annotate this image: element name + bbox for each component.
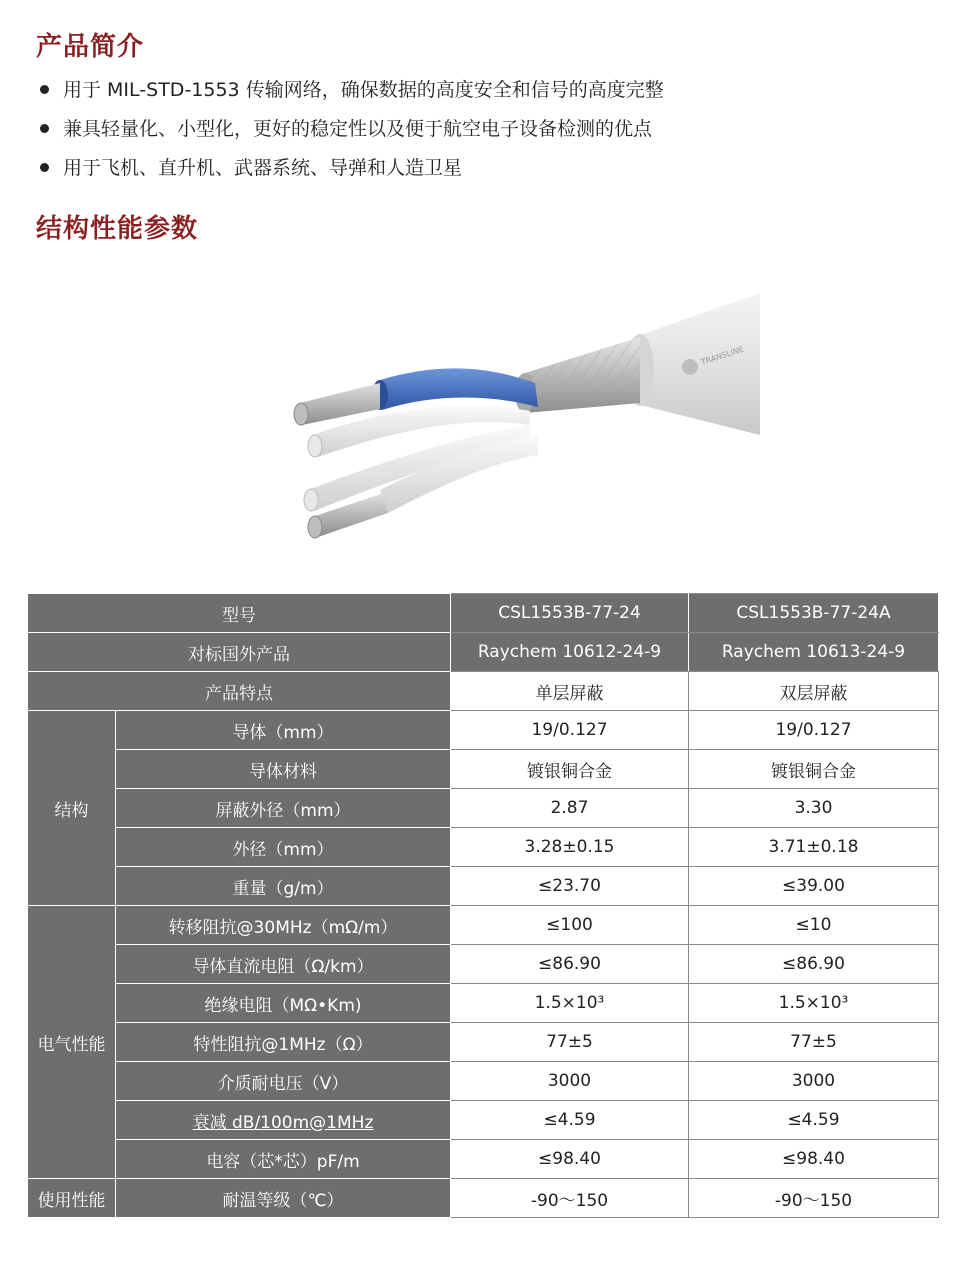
- table-row: [28, 1062, 939, 1101]
- intro-bullet-list: [38, 70, 664, 187]
- value-a-cell: 19/0.127: [451, 711, 689, 750]
- intro-bullet-text: 用于 MIL-STD-1553 传输网络，确保数据的高度安全和信号的高度完整: [63, 78, 664, 101]
- value-b-cell: 19/0.127: [689, 711, 939, 750]
- row-label: 电容（芯*芯）pF/m: [116, 1140, 451, 1179]
- value-b-cell: 双层屏蔽: [689, 672, 939, 711]
- value-b-cell: ≤86.90: [689, 945, 939, 984]
- intro-bullet: [38, 70, 664, 109]
- value-a-cell: ≤86.90: [451, 945, 689, 984]
- value-a-cell: 3.28±0.15: [451, 828, 689, 867]
- table-row: [28, 672, 939, 711]
- value-a-cell: 镀银铜合金: [451, 750, 689, 789]
- value-a-cell: ≤100: [451, 906, 689, 945]
- group-label: 使用性能: [28, 1179, 116, 1218]
- group-label: 结构: [28, 711, 116, 906]
- table-row: [28, 1179, 939, 1218]
- row-label: 导体直流电阻（Ω/km）: [116, 945, 451, 984]
- value-a-cell: 单层屏蔽: [451, 672, 689, 711]
- row-label: 导体材料: [116, 750, 451, 789]
- value-a-cell: -90～150: [451, 1179, 689, 1218]
- row-label-text: 衰减 dB/100m@1MHz: [192, 1112, 374, 1133]
- group-label: 电气性能: [28, 906, 116, 1179]
- table-row: [28, 711, 939, 750]
- value-b-cell: 1.5×10³: [689, 984, 939, 1023]
- value-b-cell: ≤4.59: [689, 1101, 939, 1140]
- value-b-cell: 77±5: [689, 1023, 939, 1062]
- model-a-cell: CSL1553B-77-24: [451, 594, 689, 633]
- value-a-cell: Raychem 10612-24-9: [451, 633, 689, 672]
- value-b-cell: 镀银铜合金: [689, 750, 939, 789]
- table-row: [28, 1023, 939, 1062]
- bullet-dot-icon: [40, 124, 49, 133]
- intro-bullet-text: 用于飞机、直升机、武器系统、导弹和人造卫星: [63, 156, 463, 179]
- row-label: 转移阻抗@30MHz（mΩ/m）: [116, 906, 451, 945]
- row-label: 耐温等级（℃）: [116, 1179, 451, 1218]
- value-a-cell: 1.5×10³: [451, 984, 689, 1023]
- table-row: [28, 828, 939, 867]
- value-b-cell: ≤39.00: [689, 867, 939, 906]
- table-row: [28, 867, 939, 906]
- table-row: [28, 1101, 939, 1140]
- intro-bullet: [38, 148, 664, 187]
- spec-title: 结构性能参数: [36, 214, 199, 244]
- row-label: [116, 1101, 451, 1140]
- row-label: 屏蔽外径（mm）: [116, 789, 451, 828]
- bullet-dot-icon: [40, 163, 49, 172]
- intro-bullet-text: 兼具轻量化、小型化，更好的稳定性以及便于航空电子设备检测的优点: [63, 117, 653, 140]
- value-a-cell: ≤4.59: [451, 1101, 689, 1140]
- row-label: 对标国外产品: [28, 633, 451, 672]
- spec-table: [27, 593, 939, 1218]
- table-row: [28, 750, 939, 789]
- value-a-cell: ≤98.40: [451, 1140, 689, 1179]
- table-row: [28, 906, 939, 945]
- intro-title: 产品简介: [36, 32, 145, 62]
- row-label: 产品特点: [28, 672, 451, 711]
- value-b-cell: -90～150: [689, 1179, 939, 1218]
- value-b-cell: 3.71±0.18: [689, 828, 939, 867]
- bullet-dot-icon: [40, 85, 49, 94]
- value-a-cell: 77±5: [451, 1023, 689, 1062]
- model-b-cell: CSL1553B-77-24A: [689, 594, 939, 633]
- cable-product-image: [280, 285, 780, 555]
- value-b-cell: 3000: [689, 1062, 939, 1101]
- row-label: 重量（g/m）: [116, 867, 451, 906]
- value-a-cell: 2.87: [451, 789, 689, 828]
- row-label: 绝缘电阻（MΩ•Km): [116, 984, 451, 1023]
- row-label: 特性阻抗@1MHz（Ω）: [116, 1023, 451, 1062]
- intro-bullet: [38, 109, 664, 148]
- value-b-cell: ≤98.40: [689, 1140, 939, 1179]
- row-label: 外径（mm）: [116, 828, 451, 867]
- value-b-cell: Raychem 10613-24-9: [689, 633, 939, 672]
- value-b-cell: 3.30: [689, 789, 939, 828]
- table-row: [28, 594, 939, 633]
- value-b-cell: ≤10: [689, 906, 939, 945]
- table-row: [28, 945, 939, 984]
- table-row: [28, 789, 939, 828]
- table-row: [28, 633, 939, 672]
- row-label: 导体（mm）: [116, 711, 451, 750]
- row-label: 型号: [28, 594, 451, 633]
- value-a-cell: ≤23.70: [451, 867, 689, 906]
- row-label: 介质耐电压（V）: [116, 1062, 451, 1101]
- cable-brand-text: TRANSLINE: [699, 344, 745, 367]
- value-a-cell: 3000: [451, 1062, 689, 1101]
- table-row: [28, 984, 939, 1023]
- table-row: [28, 1140, 939, 1179]
